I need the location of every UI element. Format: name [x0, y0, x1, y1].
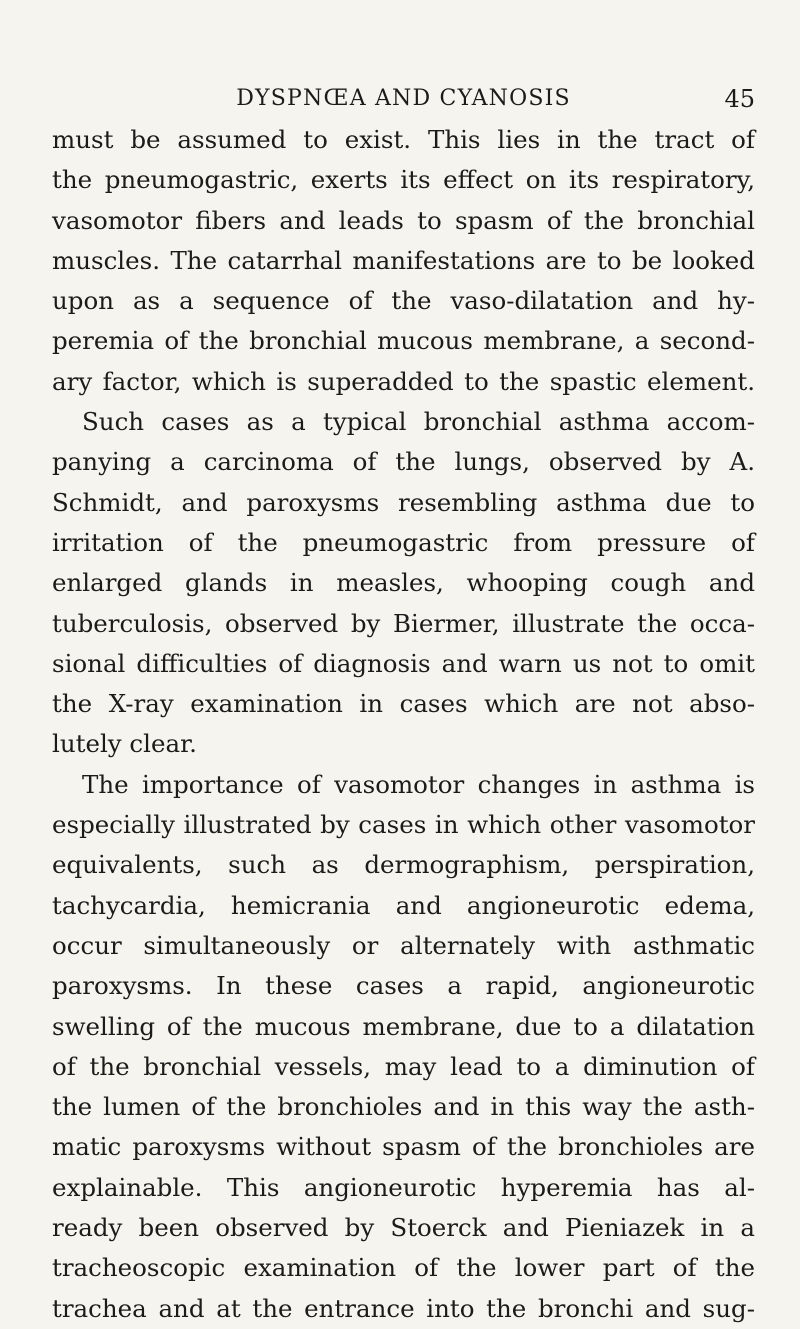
text-line: must be assumed to exist. This lies in the tract of	[52, 125, 755, 154]
body-text	[52, 120, 755, 1329]
text-line: swelling of the mucous membrane, due to a dilatation	[52, 1011, 755, 1041]
text-line: of the bronchial vessels, may lead to a diminution of	[52, 1051, 755, 1081]
text-line: the pneumogastric, exerts its effect on its respiratory,	[52, 165, 755, 195]
text-line: sional difficulties of diagnosis and warn us not to omit	[52, 648, 755, 678]
text-line: vasomotor fibers and leads to spasm of the bronchial	[52, 205, 755, 235]
text-line: ready been observed by Stoerck and Pieniazek in a	[52, 1213, 755, 1243]
text-line: tachycardia, hemicrania and angioneurotic edema,	[52, 890, 755, 920]
text-line: The importance of vasomotor changes in asthma is	[82, 769, 755, 799]
text-line: Such cases as a typical bronchial asthma accom-	[82, 407, 755, 437]
running-title: DYSPNŒA AND CYANOSIS	[236, 86, 571, 111]
text-line: explainable. This angioneurotic hyperemia has al-	[52, 1172, 755, 1202]
text-line: tracheoscopic examination of the lower part of the	[52, 1253, 755, 1283]
page-number: 45	[724, 85, 755, 113]
text-line: occur simultaneously or alternately with asthmatic	[52, 930, 755, 960]
text-line: irritation of the pneumogastric from pressure of	[52, 527, 755, 557]
text-line: muscles. The catarrhal manifestations are to be looked	[52, 245, 755, 275]
text-line: trachea and at the entrance into the bronchi and sug-	[52, 1293, 755, 1323]
text-line: ary factor, which is superadded to the spastic element.	[52, 366, 755, 396]
text-line: panying a carcinoma of the lungs, observed by A.	[52, 447, 755, 477]
text-line: upon as a sequence of the vaso-dilatation and hy-	[52, 286, 755, 316]
text-line: Schmidt, and paroxysms resembling asthma due to	[52, 487, 755, 517]
text-line: peremia of the bronchial mucous membrane, a second-	[52, 326, 755, 356]
text-line: equivalents, such as dermographism, perspiration,	[52, 850, 755, 880]
text-line: the X-ray examination in cases which are not abso-	[52, 689, 755, 719]
text-line: the lumen of the bronchioles and in this way the asth-	[52, 1092, 755, 1122]
text-line: enlarged glands in measles, whooping cough and	[52, 568, 755, 598]
running-head	[52, 84, 755, 114]
text-line: tuberculosis, observed by Biermer, illustrate the occa-	[52, 608, 755, 638]
text-line: matic paroxysms without spasm of the bronchioles are	[52, 1132, 755, 1162]
text-line: paroxysms. In these cases a rapid, angioneurotic	[52, 971, 755, 1001]
text-line: especially illustrated by cases in which other vasomotor	[52, 810, 755, 840]
text-line: lutely clear.	[52, 729, 197, 759]
